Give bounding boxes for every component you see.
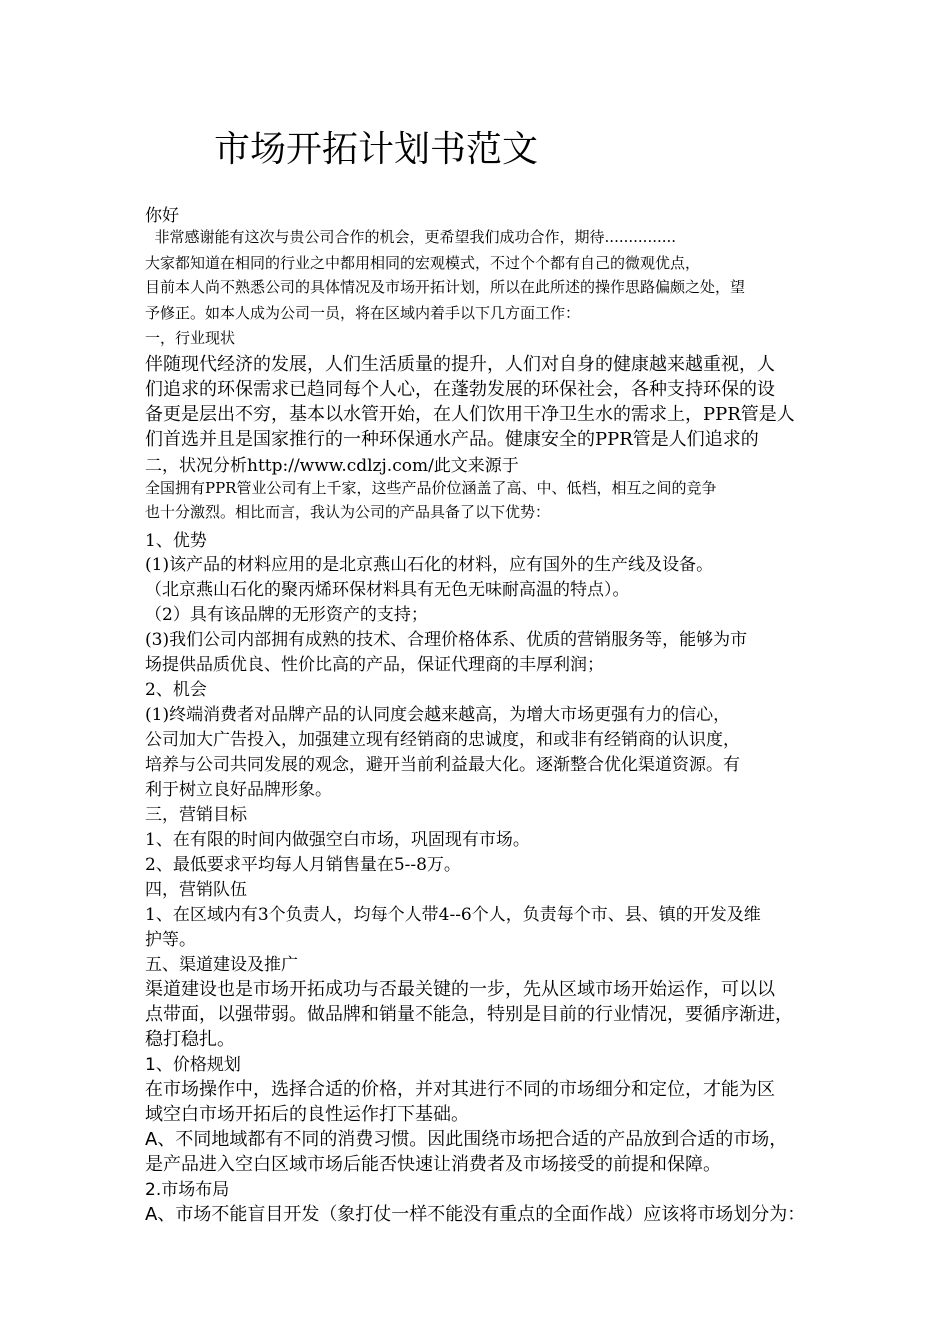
paragraph-line: (3)我们公司内部拥有成熟的技术、合理价格体系、优质的营销服务等，能够为市 [145, 630, 748, 650]
greeting: 你好 [145, 206, 179, 226]
paragraph-line: 伴随现代经济的发展，人们生活质量的提升，人们对自身的健康越来越重视，人 [145, 354, 775, 375]
section-heading: 二，状况分析http://www.cdlzj.com/此文来源于 [145, 456, 519, 476]
paragraph-line: （2）具有该品牌的无形资产的支持； [145, 605, 428, 625]
section-heading: 五、渠道建设及推广 [145, 955, 298, 975]
paragraph-line: 备更是层出不穷，基本以水管开始，在人们饮用干净卫生水的需求上，PPR管是人 [145, 404, 795, 425]
paragraph-line: 也十分激烈。相比而言，我认为公司的产品具备了以下优势： [145, 503, 551, 521]
paragraph-line: 大家都知道在相同的行业之中都用相同的宏观模式，不过个个都有自己的微观优点， [145, 254, 701, 272]
paragraph-line: 是产品进入空白区域市场后能否快速让消费者及市场接受的前提和保障。 [145, 1154, 721, 1175]
paragraph-line: 域空白市场开拓后的良性运作打下基础。 [145, 1104, 469, 1125]
paragraph-line: 护等。 [145, 930, 196, 950]
subsection-heading: 2、机会 [145, 680, 207, 700]
paragraph-line: (1)终端消费者对品牌产品的认同度会越来越高，为增大市场更强有力的信心， [145, 705, 731, 725]
paragraph-line: A、不同地域都有不同的消费习惯。因此围绕市场把合适的产品放到合适的市场， [145, 1129, 788, 1150]
paragraph-line: 予修正。如本人成为公司一员，将在区域内着手以下几方面工作： [145, 304, 581, 322]
paragraph-line: 们首选并且是国家推行的一种环保通水产品。健康安全的PPR管是人们追求的 [145, 429, 759, 450]
paragraph-line: 1、在有限的时间内做强空白市场，巩固现有市场。 [145, 830, 530, 850]
subsection-heading: 2.市场布局 [145, 1180, 230, 1200]
paragraph-line: 公司加大广告投入，加强建立现有经销商的忠诚度，和或非有经销商的认识度， [145, 730, 740, 750]
paragraph-line: 点带面，以强带弱。做品牌和销量不能急，特别是目前的行业情况，要循序渐进， [145, 1004, 793, 1025]
paragraph-line: 1、在区域内有3个负责人，均每个人带4--6个人，负责每个市、县、镇的开发及维 [145, 905, 761, 925]
paragraph-line: 渠道建设也是市场开拓成功与否最关键的一步，先从区域市场开始运作，可以以 [145, 979, 775, 1000]
subsection-heading: 1、价格规划 [145, 1055, 241, 1075]
paragraph-line: （北京燕山石化的聚丙烯环保材料具有无色无味耐高温的特点）。 [145, 580, 630, 600]
paragraph-line: 目前本人尚不熟悉公司的具体情况及市场开拓计划，所以在此所述的操作思路偏颇之处，望 [145, 278, 746, 296]
paragraph-line: 全国拥有PPR管业公司有上千家，这些产品价位涵盖了高、中、低档，相互之间的竞争 [145, 479, 717, 497]
paragraph-line: A、市场不能盲目开发（象打仗一样不能没有重点的全面作战）应该将市场划分为： [145, 1204, 806, 1225]
paragraph-line: 稳打稳扎。 [145, 1029, 235, 1050]
paragraph-line: 培养与公司共同发展的观念，避开当前利益最大化。逐渐整合优化渠道资源。有 [145, 755, 740, 775]
paragraph-line: 利于树立良好品牌形象。 [145, 780, 332, 800]
document-title: 市场开拓计划书范文 [214, 129, 539, 170]
section-heading: 一，行业现状 [145, 329, 236, 347]
subsection-heading: 1、优势 [145, 531, 207, 551]
section-heading: 三，营销目标 [145, 805, 247, 825]
paragraph-line: (1)该产品的材料应用的是北京燕山石化的材料，应有国外的生产线及设备。 [145, 555, 714, 575]
section-heading: 四，营销队伍 [145, 880, 247, 900]
paragraph-line: 2、最低要求平均每人月销售量在5--8万。 [145, 855, 461, 875]
paragraph-line: 们追求的环保需求已趋同每个人心，在蓬勃发展的环保社会，各种支持环保的设 [145, 379, 775, 400]
paragraph-line: 非常感谢能有这次与贵公司合作的机会，更希望我们成功合作，期待............... [145, 228, 677, 246]
paragraph-line: 场提供品质优良、性价比高的产品，保证代理商的丰厚利润； [145, 655, 604, 675]
paragraph-line: 在市场操作中，选择合适的价格，并对其进行不同的市场细分和定位，才能为区 [145, 1079, 775, 1100]
